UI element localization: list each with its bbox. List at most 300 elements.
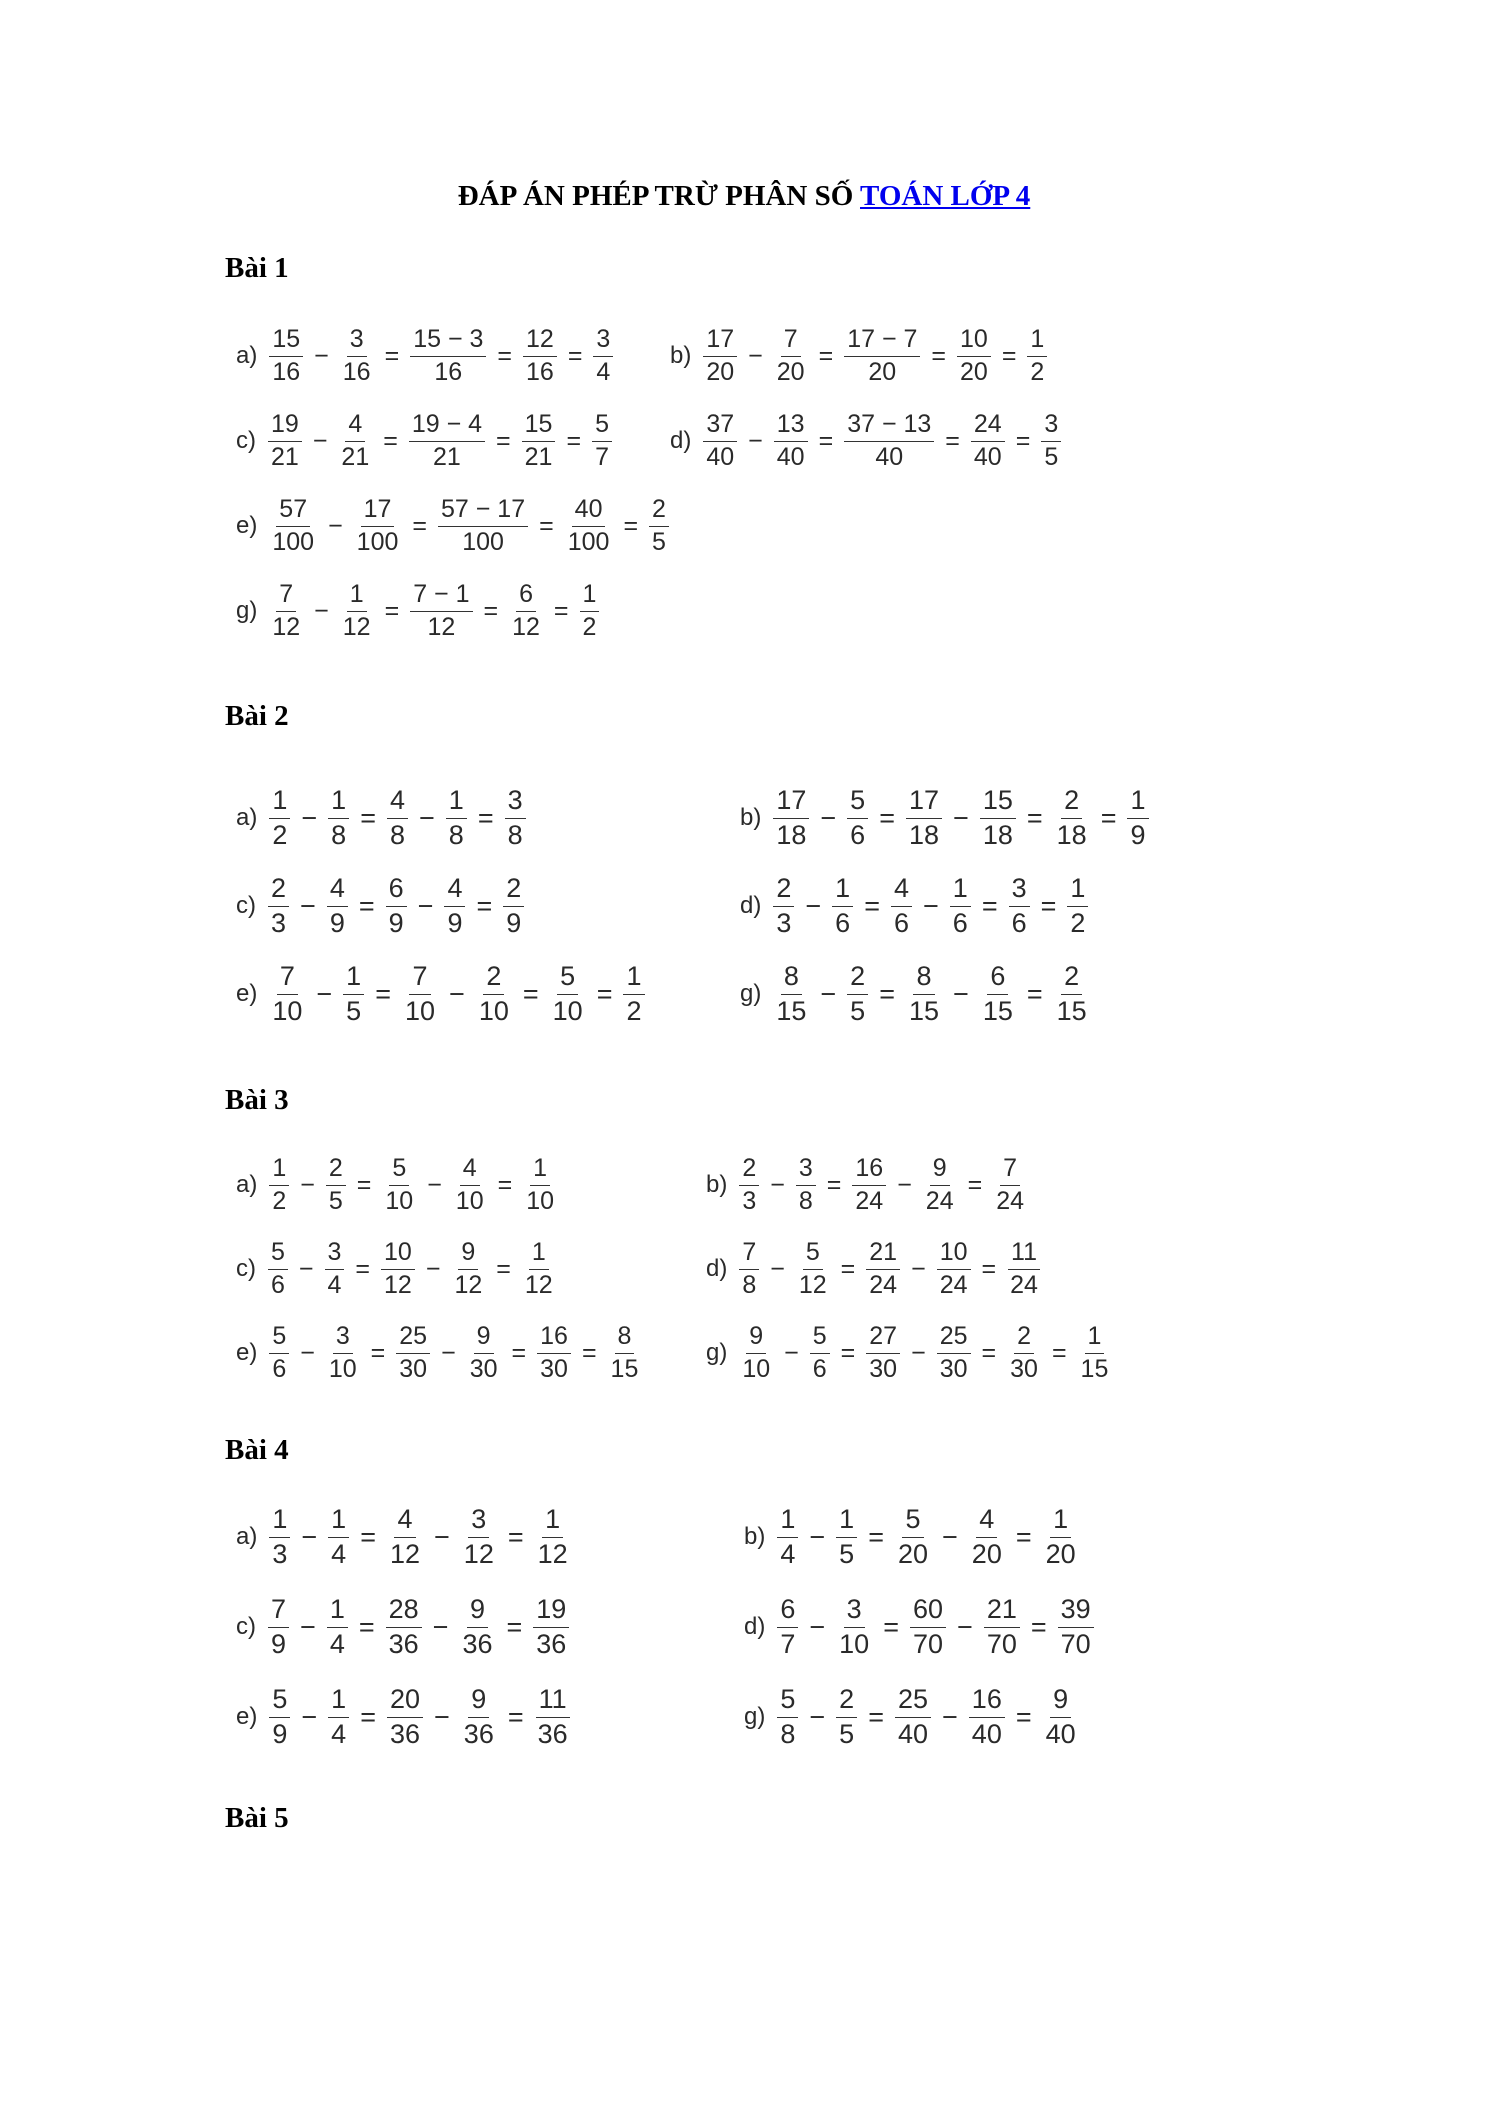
- exercise: [744, 1595, 1096, 1659]
- fraction: [523, 1155, 557, 1215]
- fraction: [453, 1155, 487, 1215]
- fraction: [269, 962, 305, 1026]
- denominator: 12: [454, 1270, 483, 1299]
- fraction: [269, 1685, 290, 1749]
- numerator: 5: [592, 411, 612, 442]
- fraction: [984, 1595, 1020, 1659]
- fraction: [773, 874, 794, 938]
- exercise-label: c): [236, 427, 256, 454]
- fraction: [852, 1155, 886, 1215]
- denominator: 16: [272, 357, 301, 386]
- denominator: 10: [742, 1354, 771, 1383]
- denominator: 10: [272, 995, 303, 1026]
- denominator: 20: [776, 357, 805, 386]
- denominator: 24: [855, 1186, 884, 1215]
- fraction: [269, 1155, 289, 1215]
- exercise-label: d): [744, 1613, 766, 1641]
- equals-sign: =: [879, 802, 895, 833]
- minus-sign: −: [449, 978, 465, 1009]
- exercise-label: e): [236, 1703, 258, 1731]
- equals-sign: =: [355, 1254, 371, 1283]
- numerator: 7: [1000, 1155, 1020, 1186]
- fraction: [550, 962, 586, 1026]
- numerator: 4: [891, 874, 912, 907]
- equals-sign: =: [1100, 802, 1117, 833]
- numerator: 4: [387, 786, 408, 819]
- fraction: [459, 1595, 495, 1659]
- denominator: 2: [626, 995, 642, 1026]
- equals-sign: =: [483, 596, 499, 625]
- denominator: 20: [1045, 1538, 1076, 1569]
- exercise: [706, 1239, 1043, 1299]
- numerator: 28: [386, 1595, 422, 1628]
- equals-sign: =: [358, 1611, 375, 1642]
- denominator: 6: [271, 1270, 285, 1299]
- exercise-label: b): [744, 1523, 766, 1551]
- denominator: 4: [331, 1538, 347, 1569]
- minus-sign: −: [820, 978, 837, 1009]
- minus-sign: −: [301, 802, 318, 833]
- denominator: 20: [868, 357, 897, 386]
- denominator: 7: [780, 1628, 796, 1659]
- fraction: [1054, 786, 1090, 850]
- minus-sign: −: [923, 890, 939, 921]
- fraction: [354, 496, 402, 556]
- denominator: 15: [982, 995, 1013, 1026]
- numerator: 57 − 17: [438, 496, 528, 527]
- fraction: [703, 411, 737, 471]
- fraction: [980, 962, 1016, 1026]
- numerator: 9: [930, 1155, 950, 1186]
- fraction: [537, 1323, 571, 1383]
- fraction: [387, 1685, 423, 1749]
- numerator: 2: [739, 1155, 759, 1186]
- fraction: [328, 1505, 349, 1569]
- equals-sign: =: [383, 426, 398, 455]
- numerator: 2: [1061, 786, 1082, 819]
- equals-sign: =: [818, 426, 834, 455]
- equals-sign: =: [507, 1701, 524, 1732]
- denominator: 10: [526, 1186, 555, 1215]
- equals-sign: =: [883, 1611, 899, 1642]
- section-heading-bai-3: Bài 3: [225, 1084, 289, 1116]
- denominator: 9: [329, 907, 345, 938]
- numerator: 5: [902, 1505, 923, 1538]
- denominator: 15: [908, 995, 940, 1026]
- equals-sign: =: [507, 1521, 524, 1552]
- fraction: [971, 411, 1005, 471]
- numerator: 5: [389, 1155, 409, 1186]
- denominator: 100: [272, 527, 315, 556]
- fraction: [774, 411, 808, 471]
- minus-sign: −: [809, 1701, 826, 1732]
- equals-sign: =: [497, 1170, 513, 1199]
- fraction: [593, 326, 613, 386]
- numerator: 3: [1009, 874, 1030, 907]
- numerator: 6: [777, 1595, 798, 1628]
- denominator: 9: [506, 907, 522, 938]
- fraction: [535, 1505, 571, 1569]
- exercise-label: c): [236, 1255, 256, 1282]
- denominator: 12: [384, 1270, 412, 1299]
- fraction: [1127, 786, 1148, 850]
- fraction: [773, 962, 809, 1026]
- numerator: 1: [1027, 326, 1047, 357]
- denominator: 8: [331, 819, 347, 850]
- exercise-label: g): [236, 597, 258, 624]
- denominator: 6: [812, 1354, 827, 1383]
- denominator: 15: [776, 995, 807, 1026]
- equals-sign: =: [945, 426, 960, 455]
- exercise: [236, 326, 615, 386]
- exercise: [740, 962, 1092, 1026]
- denominator: 15: [1056, 995, 1087, 1026]
- exercise-label: c): [236, 892, 256, 920]
- fraction: [1007, 1239, 1041, 1299]
- denominator: 18: [982, 819, 1013, 850]
- denominator: 5: [839, 1538, 855, 1569]
- numerator: 7: [276, 581, 296, 612]
- numerator: 8: [781, 962, 802, 995]
- exercise: [236, 1685, 573, 1749]
- exercise: [744, 1505, 1081, 1569]
- equals-sign: =: [981, 1338, 997, 1367]
- exercise-label: g): [706, 1339, 728, 1366]
- fraction: [535, 1685, 571, 1749]
- equals-sign: =: [496, 1254, 511, 1283]
- denominator: 21: [271, 442, 299, 471]
- equals-sign: =: [511, 1338, 527, 1367]
- title-link[interactable]: TOÁN LỚP 4: [860, 180, 1031, 212]
- denominator: 36: [389, 1718, 421, 1749]
- numerator: 12: [523, 326, 557, 357]
- numerator: 5: [269, 1685, 290, 1718]
- numerator: 1: [328, 1505, 349, 1538]
- numerator: 3: [468, 1505, 489, 1538]
- equals-sign: =: [1040, 890, 1057, 921]
- denominator: 8: [742, 1270, 757, 1299]
- fraction: [522, 1239, 556, 1299]
- numerator: 10: [957, 326, 991, 357]
- numerator: 2: [1014, 1323, 1034, 1354]
- denominator: 9: [447, 907, 463, 938]
- minus-sign: −: [784, 1338, 799, 1367]
- denominator: 20: [706, 357, 735, 386]
- denominator: 40: [1045, 1718, 1076, 1749]
- numerator: 1: [347, 581, 367, 612]
- denominator: 18: [776, 819, 807, 850]
- fraction: [1067, 874, 1088, 938]
- minus-sign: −: [300, 890, 316, 921]
- fraction: [739, 1155, 759, 1215]
- fraction: [328, 786, 349, 850]
- denominator: 12: [272, 612, 301, 641]
- fraction: [796, 1155, 816, 1215]
- denominator: 36: [388, 1628, 419, 1659]
- minus-sign: −: [942, 1521, 958, 1552]
- fraction: [836, 1685, 857, 1749]
- numerator: 7: [409, 962, 430, 995]
- fraction: [1078, 1323, 1112, 1383]
- fraction: [523, 326, 557, 386]
- numerator: 11: [536, 1685, 570, 1718]
- fraction: [503, 874, 524, 938]
- exercise-label: a): [236, 804, 258, 832]
- numerator: 1: [950, 874, 971, 907]
- denominator: 20: [971, 1538, 1002, 1569]
- fraction: [461, 1685, 497, 1749]
- denominator: 21: [341, 442, 370, 471]
- numerator: 5: [810, 1323, 830, 1354]
- minus-sign: −: [770, 1170, 785, 1199]
- denominator: 36: [536, 1628, 567, 1659]
- numerator: 3: [844, 1595, 865, 1628]
- fraction: [1007, 1323, 1041, 1383]
- numerator: 5: [268, 1239, 288, 1270]
- denominator: 30: [939, 1354, 968, 1383]
- numerator: 1: [1085, 1323, 1105, 1354]
- fraction: [269, 1505, 290, 1569]
- exercise: [706, 1155, 1029, 1215]
- minus-sign: −: [953, 978, 969, 1009]
- minus-sign: −: [820, 802, 837, 833]
- denominator: 100: [567, 527, 610, 556]
- equals-sign: =: [477, 802, 494, 833]
- numerator: 27: [866, 1323, 900, 1354]
- minus-sign: −: [897, 1170, 912, 1199]
- equals-sign: =: [1015, 1701, 1032, 1732]
- numerator: 1: [836, 1505, 857, 1538]
- numerator: 1: [1050, 1505, 1071, 1538]
- numerator: 11: [1008, 1239, 1040, 1270]
- minus-sign: −: [805, 890, 822, 921]
- denominator: 24: [939, 1270, 968, 1299]
- numerator: 17: [703, 326, 737, 357]
- denominator: 7: [595, 442, 609, 471]
- fraction: [773, 786, 809, 850]
- numerator: 8: [615, 1323, 635, 1354]
- equals-sign: =: [868, 1521, 884, 1552]
- equals-sign: =: [840, 1254, 856, 1283]
- denominator: 2: [272, 819, 288, 850]
- denominator: 5: [839, 1718, 855, 1749]
- numerator: 1: [542, 1505, 563, 1538]
- numerator: 10: [937, 1239, 971, 1270]
- fraction: [410, 581, 472, 641]
- fraction: [268, 1239, 288, 1299]
- fraction: [325, 1239, 345, 1299]
- equals-sign: =: [566, 426, 582, 455]
- exercise-label: e): [236, 512, 258, 539]
- minus-sign: −: [301, 1701, 318, 1732]
- numerator: 5: [269, 1323, 289, 1354]
- denominator: 6: [893, 907, 909, 938]
- exercise: [670, 326, 1049, 386]
- equals-sign: =: [506, 1611, 523, 1642]
- numerator: 7: [781, 326, 801, 357]
- denominator: 12: [342, 612, 371, 641]
- section-heading-bai-4: Bài 4: [225, 1434, 289, 1466]
- exercise: [236, 1595, 571, 1659]
- fraction: [1041, 411, 1061, 471]
- numerator: 4: [460, 1155, 480, 1186]
- denominator: 18: [908, 819, 940, 850]
- numerator: 57: [276, 496, 310, 527]
- denominator: 70: [986, 1628, 1017, 1659]
- equals-sign: =: [1015, 1521, 1032, 1552]
- equals-sign: =: [1026, 802, 1043, 833]
- denominator: 12: [427, 612, 456, 641]
- numerator: 1: [328, 1685, 349, 1718]
- minus-sign: −: [298, 1254, 314, 1283]
- fraction: [844, 411, 934, 471]
- exercise-label: e): [236, 1339, 258, 1366]
- numerator: 19: [533, 1595, 569, 1628]
- exercise: [236, 1155, 559, 1215]
- denominator: 10: [385, 1186, 414, 1215]
- exercise: [236, 786, 528, 850]
- numerator: 37: [703, 411, 737, 442]
- fraction: [910, 1595, 946, 1659]
- minus-sign: −: [953, 802, 969, 833]
- fraction: [1043, 1685, 1079, 1749]
- numerator: 7: [277, 962, 298, 995]
- numerator: 3: [347, 326, 367, 357]
- fraction: [739, 1323, 773, 1383]
- denominator: 20: [897, 1538, 929, 1569]
- fraction: [937, 1323, 971, 1383]
- denominator: 30: [540, 1354, 568, 1383]
- equals-sign: =: [1015, 426, 1031, 455]
- fraction: [844, 326, 920, 386]
- denominator: 6: [952, 907, 968, 938]
- exercise-label: e): [236, 980, 258, 1008]
- exercise: [740, 786, 1151, 850]
- exercise-label: d): [740, 892, 762, 920]
- denominator: 30: [1010, 1354, 1038, 1383]
- denominator: 40: [971, 1718, 1002, 1749]
- fraction: [950, 874, 971, 938]
- minus-sign: −: [300, 1611, 316, 1642]
- numerator: 15: [269, 326, 303, 357]
- numerator: 3: [593, 326, 613, 357]
- fraction: [1054, 962, 1090, 1026]
- equals-sign: =: [1030, 1611, 1047, 1642]
- fraction: [326, 1323, 360, 1383]
- minus-sign: −: [312, 426, 328, 455]
- numerator: 4: [394, 1505, 415, 1538]
- equals-sign: =: [384, 596, 400, 625]
- minus-sign: −: [809, 1611, 826, 1642]
- exercise-label: a): [236, 1171, 258, 1198]
- fraction: [906, 962, 942, 1026]
- exercise-label: b): [740, 804, 762, 832]
- fraction: [866, 1323, 900, 1383]
- numerator: 1: [777, 1505, 798, 1538]
- denominator: 6: [850, 819, 866, 850]
- exercise-label: b): [706, 1171, 728, 1198]
- fraction: [1043, 1505, 1079, 1569]
- numerator: 16: [969, 1685, 1005, 1718]
- denominator: 24: [1010, 1270, 1038, 1299]
- denominator: 70: [912, 1628, 944, 1659]
- exercise: [236, 962, 647, 1026]
- fraction: [1027, 326, 1047, 386]
- numerator: 21: [984, 1595, 1020, 1628]
- fraction: [796, 1239, 830, 1299]
- fraction: [386, 874, 407, 938]
- minus-sign: −: [770, 1254, 785, 1283]
- fraction: [444, 874, 465, 938]
- denominator: 8: [448, 819, 464, 850]
- equals-sign: =: [497, 341, 512, 370]
- minus-sign: −: [301, 1521, 318, 1552]
- equals-sign: =: [476, 890, 493, 921]
- numerator: 1: [446, 786, 467, 819]
- numerator: 9: [474, 1323, 494, 1354]
- fraction: [580, 581, 600, 641]
- numerator: 2: [773, 874, 794, 907]
- fraction: [969, 1505, 1005, 1569]
- numerator: 1: [269, 1505, 290, 1538]
- numerator: 24: [971, 411, 1005, 442]
- denominator: 2: [1070, 907, 1086, 938]
- numerator: 19 − 4: [409, 411, 485, 442]
- denominator: 16: [342, 357, 371, 386]
- fraction: [1058, 1595, 1094, 1659]
- numerator: 2: [649, 496, 669, 527]
- numerator: 15 − 3: [410, 326, 486, 357]
- section-heading-bai-5: Bài 5: [225, 1802, 289, 1834]
- denominator: 3: [776, 907, 792, 938]
- fraction: [649, 496, 669, 556]
- numerator: 3: [325, 1239, 345, 1270]
- denominator: 9: [1130, 819, 1146, 850]
- fraction: [340, 326, 374, 386]
- fraction: [269, 1323, 289, 1383]
- fraction: [895, 1685, 931, 1749]
- title-text: ĐÁP ÁN PHÉP TRỪ PHÂN SỐ: [457, 180, 860, 212]
- numerator: 5: [777, 1685, 798, 1718]
- numerator: 5: [803, 1239, 823, 1270]
- denominator: 5: [346, 995, 362, 1026]
- fraction: [343, 962, 364, 1026]
- minus-sign: −: [957, 1611, 973, 1642]
- exercise: [236, 1323, 643, 1383]
- minus-sign: −: [300, 1170, 315, 1199]
- minus-sign: −: [314, 341, 329, 370]
- denominator: 4: [327, 1270, 342, 1299]
- minus-sign: −: [328, 511, 343, 540]
- fraction: [269, 786, 290, 850]
- numerator: 1: [327, 1595, 348, 1628]
- equals-sign: =: [360, 1521, 376, 1552]
- numerator: 2: [1061, 962, 1082, 995]
- denominator: 8: [798, 1186, 813, 1215]
- minus-sign: −: [425, 1254, 441, 1283]
- denominator: 12: [389, 1538, 421, 1569]
- equals-sign: =: [496, 426, 511, 455]
- denominator: 6: [1011, 907, 1027, 938]
- exercise-label: d): [670, 427, 692, 454]
- fraction: [777, 1685, 798, 1749]
- numerator: 1: [343, 962, 364, 995]
- fraction: [810, 1323, 830, 1383]
- numerator: 4: [444, 874, 465, 907]
- fraction: [402, 962, 438, 1026]
- denominator: 2: [582, 612, 597, 641]
- equals-sign: =: [358, 890, 375, 921]
